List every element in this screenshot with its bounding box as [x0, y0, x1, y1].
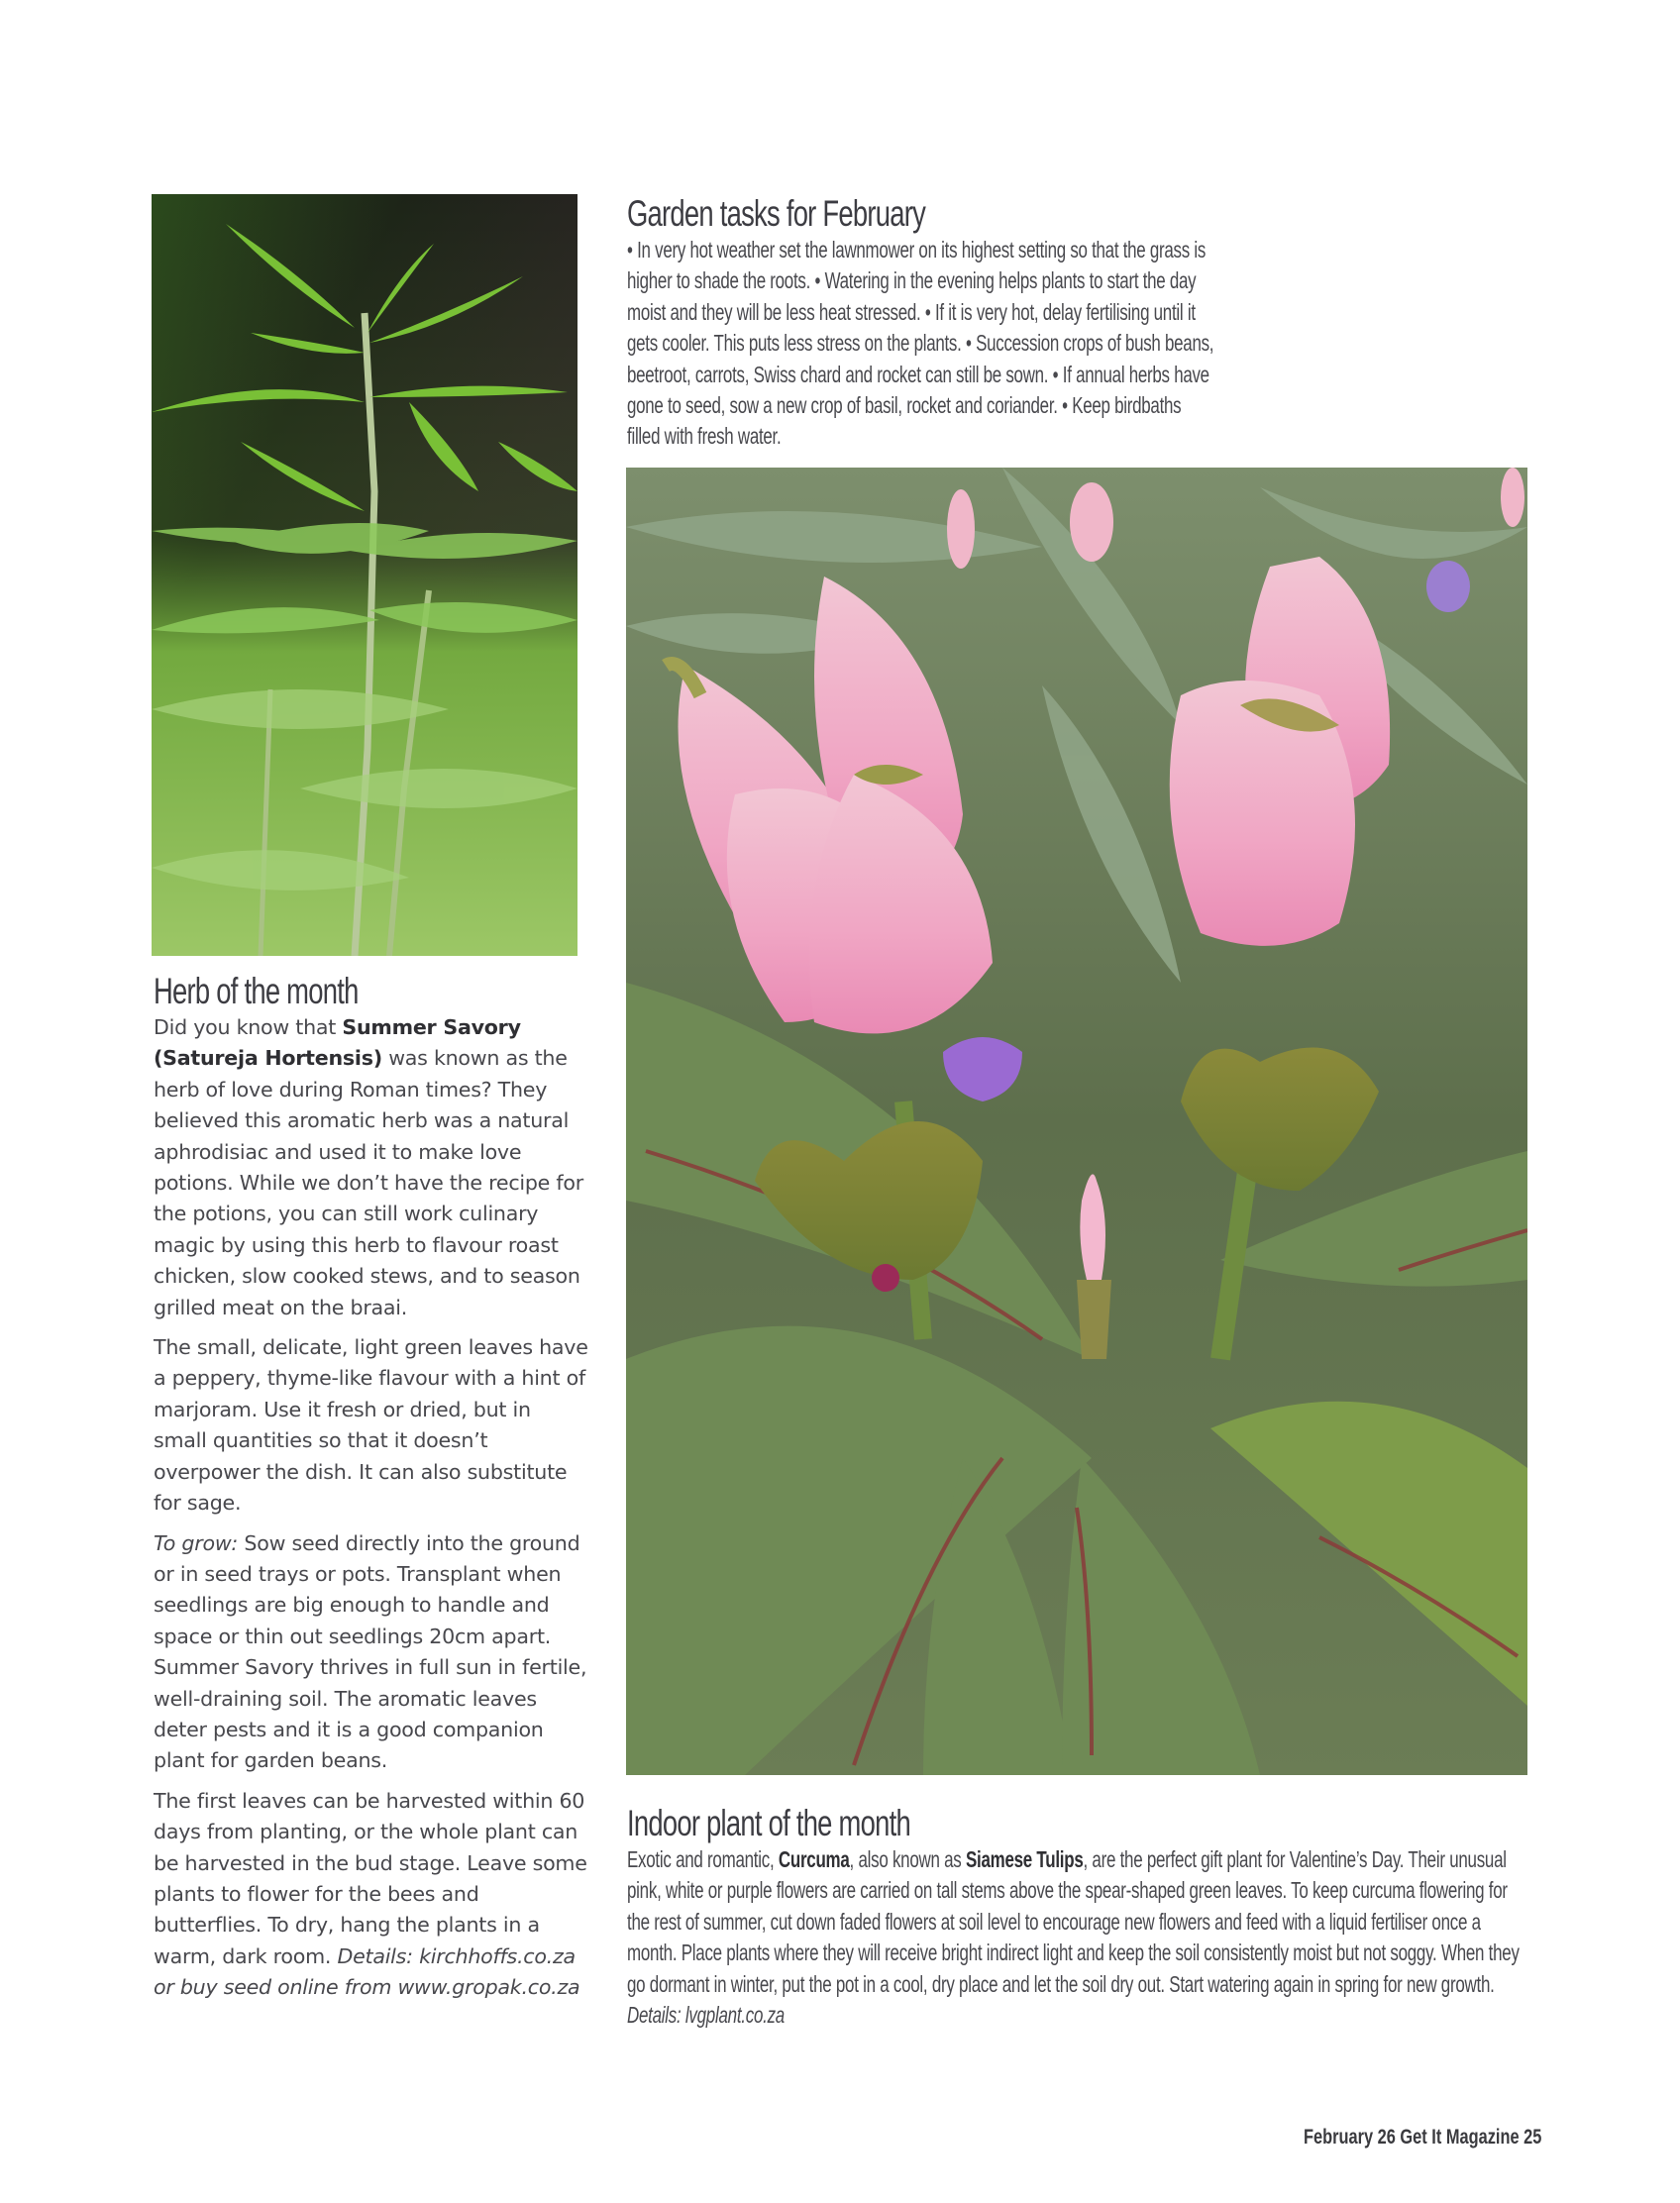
herb-name-bold: Summer Savory (Satureja Hortensis)	[154, 1015, 521, 1071]
herb-paragraph-4	[154, 1786, 589, 2004]
herb-p1-rest: was known as the herb of love during Roman times? They believed this aromatic herb was a natural aphrodisiac and used it to make love potions. While we don’t have the recipe for the potions, you can still work culinary magic by using this herb to flavour roast chicken, slow cooked stews, and to season grilled meat on the braai.	[154, 1046, 583, 1319]
garden-tasks-line: filled with fresh water.	[627, 423, 782, 450]
indoor-rest: , are the perfect gift plant for Valentine’s Day. Their unusual pink, white or purple flowers are carried on tall stems above the spear-shaped green leaves. To keep curcuma flowering for the rest of summer, cut down faded flowers at soil level to encourage new flowers and feed with a liquid fertiliser once a month. Place plants where they will receive bright indirect light and keep the soil consistently moist but not soggy. When they go dormant in winter, put the pot in a cool, dry place and let the soil dry out. Start watering again in spring for new growth.	[627, 1846, 1520, 1997]
curcuma-image	[626, 468, 1527, 1775]
to-grow-label: To grow:	[154, 1530, 239, 1555]
garden-tasks-heading: Garden tasks for February	[627, 193, 926, 234]
indoor-plant-heading: Indoor plant of the month	[627, 1803, 910, 1843]
summer-savory-image	[152, 194, 578, 956]
garden-tasks-list	[627, 235, 1529, 453]
garden-tasks-line: beetroot, carrots, Swiss chard and rocket can still be sown. • If annual herbs have	[627, 361, 1209, 387]
page-footer: February 26 Get It Magazine 25	[1304, 2126, 1542, 2149]
siamese-tulips-bold: Siamese Tulips	[965, 1846, 1084, 1872]
herb-paragraph-3	[154, 1528, 589, 1777]
curcuma-bold: Curcuma	[778, 1846, 850, 1872]
garden-tasks-line: • In very hot weather set the lawnmower on its highest setting so that the grass is	[627, 237, 1207, 262]
indoor-plant-article	[627, 1844, 1525, 2031]
indoor-mid: , also known as	[849, 1846, 966, 1872]
herb-article	[154, 1012, 589, 2013]
garden-tasks-line: gets cooler. This puts less stress on the plants. • Succession crops of bush beans,	[627, 330, 1214, 357]
herb-paragraph-1	[154, 1012, 589, 1323]
garden-tasks-line: gone to seed, sow a new crop of basil, rocket and coriander. • Keep birdbaths	[627, 392, 1182, 419]
herb-details-link[interactable]: Details: kirchhoffs.co.za or buy seed online from www.gropak.co.za	[154, 1943, 580, 2000]
herb-p4-text: The first leaves can be harvested within 60 days from planting, or the whole plant can be harvested in the bud stage. Leave some plants to flower for the bees and butterflies. To dry, hang the plants in a warm, dark room.	[154, 1788, 587, 1968]
indoor-lead: Exotic and romantic,	[627, 1846, 779, 1872]
curcuma-photo	[626, 468, 1527, 1775]
herb-paragraph-2: The small, delicate, light green leaves have a peppery, thyme-like flavour with a hint of marjoram. Use it fresh or dried, but in small quantities so that it doesn’t overpower the dish. It can also substitute for sage.	[154, 1335, 588, 1516]
herb-p3-text: Sow seed directly into the ground or in seed trays or pots. Transplant when seedlings are big enough to handle and space or thin out seedlings 20cm apart. Summer Savory thrives in full sun in fertile, well-draining soil. The aromatic leaves deter pests and it is a good companion plant for garden beans.	[154, 1530, 587, 1773]
garden-tasks-line: moist and they will be less heat stressed. • If it is very hot, delay fertilising until it	[627, 298, 1196, 325]
garden-tasks-line: higher to shade the roots. • Watering in the evening helps plants to start the day	[627, 267, 1197, 294]
indoor-details-link[interactable]: Details: lvgplant.co.za	[627, 2002, 785, 2029]
herb-photo	[152, 194, 578, 956]
herb-heading: Herb of the month	[154, 971, 359, 1011]
herb-p1-lead: Did you know that	[154, 1015, 343, 1039]
indoor-paragraph	[627, 1844, 1525, 2031]
